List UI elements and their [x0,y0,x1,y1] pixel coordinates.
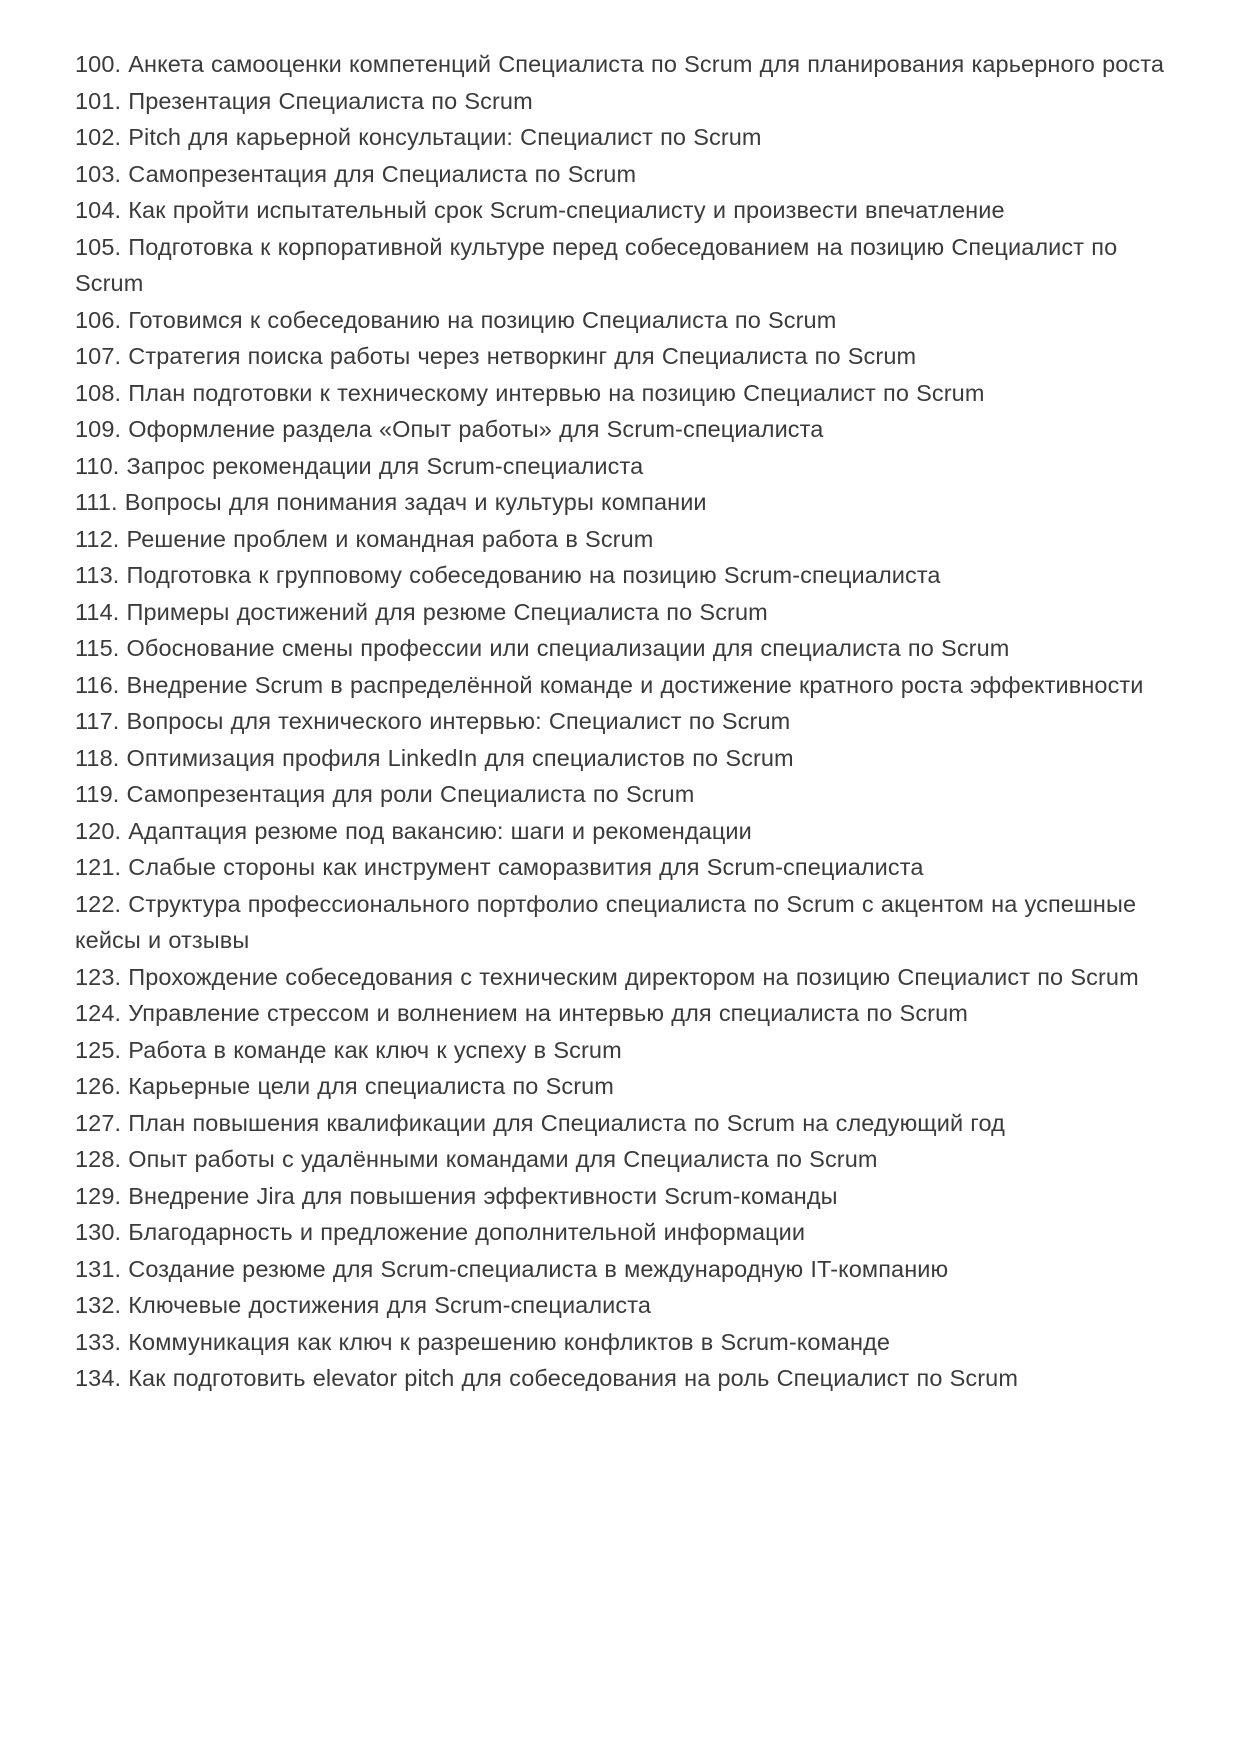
list-item: 113. Подготовка к групповому собеседованию на позицию Scrum-специалиста [75,562,941,588]
list-item: 117. Вопросы для технического интервью: Специалист по Scrum [75,708,791,734]
list-item: 126. Карьерные цели для специалиста по Scrum [75,1073,614,1099]
list-item: 101. Презентация Специалиста по Scrum [75,87,533,114]
list-item: 102. Pitch для карьерной консультации: Специалист по Scrum [75,124,762,150]
list-item: 119. Самопрезентация для роли Специалиста по Scrum [75,781,695,807]
list-item: 100. Анкета самооценки компетенций Специалиста по Scrum для планирования карьерного роста [75,51,1165,77]
list-item: 107. Стратегия поиска работы через нетворкинг для Специалиста по Scrum [75,343,917,369]
list-item: 111. Вопросы для понимания задач и культуры компании [75,489,707,515]
list-item: 128. Опыт работы с удалёнными командами для Специалиста по Scrum [75,1146,878,1172]
list-item: 130. Благодарность и предложение дополнительной информации [75,1219,806,1245]
list-item: 118. Оптимизация профиля LinkedIn для специалистов по Scrum [75,744,794,771]
list-item: 134. Как подготовить elevator pitch для собеседования на роль Специалист по Scrum [75,1365,1019,1391]
list-item: 106. Готовимся к собеседованию на позицию Специалиста по Scrum [75,306,837,333]
list-item: 109. Оформление раздела «Опыт работы» для Scrum-специалиста [75,416,824,442]
list-item: 115. Обоснование смены профессии или специализации для специалиста по Scrum [75,635,1010,661]
list-item: 132. Ключевые достижения для Scrum-специалиста [75,1292,651,1318]
list-item: 133. Коммуникация как ключ к разрешению конфликтов в Scrum-команде [75,1328,891,1355]
list-item: 104. Как пройти испытательный срок Scrum-специалисту и произвести впечатление [75,197,1005,223]
list-item: 108. План подготовки к техническому интервью на позицию Специалист по Scrum [75,379,985,406]
list-item: 112. Решение проблем и командная работа в Scrum [75,525,654,552]
list-item: 131. Создание резюме для Scrum-специалиста в международную IT-компанию [75,1255,949,1282]
list-item: 123. Прохождение собеседования с техническим директором на позицию Специалист по Scrum [75,963,1139,990]
list-item: 129. Внедрение Jira для повышения эффективности Scrum-команды [75,1182,838,1209]
list-item: 116. Внедрение Scrum в распределённой команде и достижение кратного роста эффективности [75,671,1144,698]
list-item: 121. Слабые стороны как инструмент саморазвития для Scrum-специалиста [75,854,924,880]
list-item: 120. Адаптация резюме под вакансию: шаги и рекомендации [75,817,752,844]
list-item: 110. Запрос рекомендации для Scrum-специалиста [75,452,644,479]
list-item: 124. Управление стрессом и волнением на интервью для специалиста по Scrum [75,1000,968,1026]
list-item: 127. План повышения квалификации для Специалиста по Scrum на следующий год [75,1109,1005,1136]
list-item: 122. Структура профессионального портфолио специалиста по Scrum с акцентом на успешные кейсы и отзывы [75,890,1137,953]
list-item: 103. Самопрезентация для Специалиста по Scrum [75,160,637,187]
list-item: 125. Работа в команде как ключ к успеху в Scrum [75,1036,622,1063]
list-item: 105. Подготовка к корпоративной культуре перед собеседованием на позицию Специалист по Scrum [75,233,1118,296]
list-item: 114. Примеры достижений для резюме Специалиста по Scrum [75,598,768,625]
